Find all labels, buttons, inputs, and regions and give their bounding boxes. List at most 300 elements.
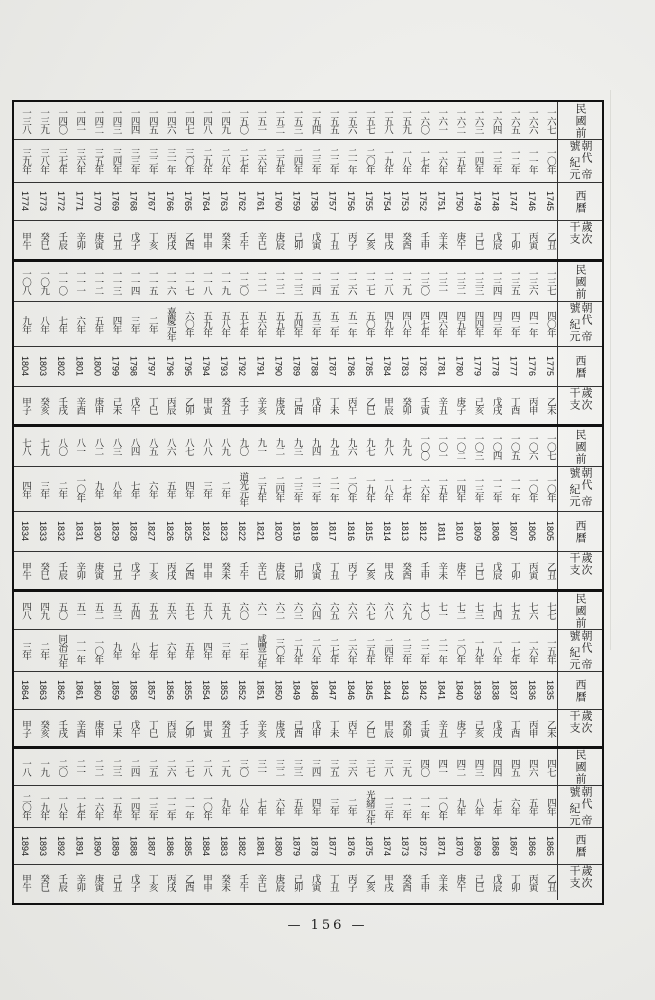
table-cell-roc: 一一九 bbox=[219, 268, 231, 295]
table-cell-roc: 一〇五 bbox=[508, 433, 520, 460]
table-cell-year: 1828 bbox=[128, 521, 139, 542]
table-cell-roc: 一六〇 bbox=[418, 107, 430, 134]
table-cell-year: 1848 bbox=[309, 680, 320, 701]
table-cell-ganzhi: 乙亥 bbox=[363, 874, 375, 891]
row-header-ganzhi: 歲次 干支 bbox=[557, 865, 602, 900]
table-cell-roc: 三五 bbox=[327, 758, 339, 776]
table-cell-roc: 六七 bbox=[363, 602, 375, 619]
table-cell-roc: 一四〇 bbox=[56, 107, 68, 134]
table-cell-reign: 五年 bbox=[164, 480, 176, 498]
table-cell-roc: 一一〇 bbox=[56, 268, 68, 295]
table-cell-reign: 三〇年 bbox=[182, 148, 194, 174]
table-cell-ganzhi: 丁亥 bbox=[146, 562, 158, 579]
table-cell-ganzhi: 己卯 bbox=[291, 562, 303, 579]
table-cell-reign: 四年 bbox=[20, 480, 31, 498]
table-cell-reign: 一七年 bbox=[74, 793, 86, 820]
table-cell-reign: 二年 bbox=[56, 480, 68, 498]
table-cell-ganzhi: 癸卯 bbox=[400, 397, 412, 414]
table-cell-reign: 一四年 bbox=[454, 476, 466, 502]
table-cell-year: 1862 bbox=[56, 680, 67, 701]
table-cell-reign: 三五年 bbox=[92, 148, 104, 174]
table-row-ganzhi bbox=[14, 710, 602, 746]
table-cell-ganzhi: 丁卯 bbox=[508, 231, 520, 249]
table-cell-ganzhi: 乙丑 bbox=[544, 874, 556, 891]
row-header-roc: 民國前 bbox=[557, 749, 602, 785]
table-block bbox=[14, 592, 602, 749]
table-cell-ganzhi: 戊辰 bbox=[490, 231, 502, 249]
table-cell-year: 1853 bbox=[219, 680, 230, 701]
table-cell-ganzhi: 癸酉 bbox=[400, 231, 412, 249]
table-cell-year: 1882 bbox=[237, 835, 248, 857]
table-cell-year: 1835 bbox=[544, 680, 555, 701]
table-cell-reign: 四一年 bbox=[526, 311, 538, 337]
table-cell-reign: 二二年 bbox=[327, 148, 339, 174]
table-cell-reign: 二二年 bbox=[418, 637, 430, 664]
table-cell-reign: 九年 bbox=[20, 315, 31, 333]
table-cell-year: 1837 bbox=[508, 680, 519, 701]
table-cell-ganzhi: 甲子 bbox=[20, 397, 31, 414]
table-cell-reign: 一八年 bbox=[490, 637, 502, 664]
table-cell-roc: 四六 bbox=[526, 758, 538, 776]
table-cell-ganzhi: 癸未 bbox=[219, 562, 231, 579]
table-cell-reign: 六〇年 bbox=[182, 311, 194, 337]
table-cell-reign: 一九年 bbox=[472, 637, 484, 664]
table-cell-year: 1785 bbox=[363, 356, 374, 377]
table-row-reign bbox=[14, 140, 602, 183]
table-cell-year: 1776 bbox=[526, 356, 537, 377]
table-cell-year: 1822 bbox=[237, 521, 248, 542]
table-cell-ganzhi: 乙酉 bbox=[182, 874, 194, 891]
table-cell-ganzhi: 丁亥 bbox=[146, 874, 158, 891]
table-cell-reign: 三一年 bbox=[164, 148, 176, 174]
table-cell-reign: 八年 bbox=[128, 642, 140, 659]
table-cell-roc: 二〇 bbox=[56, 758, 68, 776]
table-row-reign bbox=[14, 786, 602, 828]
table-cell-ganzhi: 壬午 bbox=[237, 874, 249, 891]
table-cell-ganzhi: 己卯 bbox=[291, 874, 303, 891]
row-header-reign: 朝代 帝號 紀元 bbox=[557, 140, 602, 182]
table-cell-year: 1856 bbox=[164, 680, 175, 701]
table-cell-ganzhi: 庚午 bbox=[454, 231, 466, 249]
table-cell-ganzhi: 辛亥 bbox=[255, 719, 267, 737]
table-cell-roc: 八六 bbox=[164, 438, 176, 455]
table-cell-roc: 四五 bbox=[508, 758, 520, 776]
table-cell-reign: 八年 bbox=[237, 798, 249, 815]
table-cell-roc: 三八 bbox=[382, 758, 393, 776]
table-cell-year: 1787 bbox=[327, 356, 338, 377]
table-cell-ganzhi: 戊戌 bbox=[490, 397, 502, 414]
table-cell-roc: 九一 bbox=[255, 438, 267, 455]
table-cell-year: 1764 bbox=[201, 191, 211, 212]
table-cell-reign: 二七年 bbox=[237, 148, 249, 174]
table-cell-roc: 一五六 bbox=[345, 107, 357, 134]
table-cell-year: 1842 bbox=[418, 680, 429, 701]
table-cell-roc: 六二 bbox=[273, 602, 285, 619]
table-cell-roc: 一〇四 bbox=[490, 433, 502, 460]
table-cell-ganzhi: 丁未 bbox=[327, 397, 339, 414]
table-cell-ganzhi: 己卯 bbox=[291, 231, 303, 249]
table-cell-year: 1755 bbox=[363, 191, 374, 212]
table-cell-year: 1767 bbox=[146, 191, 157, 212]
table-cell-roc: 八八 bbox=[201, 438, 212, 455]
table-cell-reign: 光緒元年 bbox=[363, 789, 375, 824]
table-cell-year: 1775 bbox=[544, 356, 555, 377]
table-cell-year: 1788 bbox=[309, 356, 320, 377]
table-row-roc bbox=[14, 102, 602, 140]
table-cell-reign: 七年 bbox=[255, 798, 267, 815]
table-cell-roc: 二九 bbox=[219, 758, 231, 776]
table-cell-year: 1749 bbox=[472, 191, 483, 212]
table-cell-roc: 二六 bbox=[164, 758, 176, 776]
table-cell-ganzhi: 壬戌 bbox=[56, 397, 68, 414]
table-cell-roc: 三〇 bbox=[237, 758, 249, 776]
table-cell-roc: 一二二 bbox=[273, 268, 285, 295]
table-cell-roc: 一一四 bbox=[128, 268, 140, 295]
table-cell-ganzhi: 壬子 bbox=[237, 719, 249, 737]
table-cell-ganzhi: 丁丑 bbox=[327, 874, 339, 891]
table-cell-ganzhi: 壬子 bbox=[237, 397, 249, 414]
table-cell-year: 1815 bbox=[363, 521, 374, 542]
table-cell-roc: 一五九 bbox=[400, 107, 412, 134]
table-row-ganzhi bbox=[14, 221, 602, 259]
table-cell-reign: 一九年 bbox=[382, 148, 393, 174]
table-row-reign bbox=[14, 467, 602, 512]
row-header-year: 西曆 bbox=[557, 347, 602, 386]
calendar-conversion-table bbox=[12, 100, 604, 905]
table-cell-roc: 一三五 bbox=[508, 268, 520, 295]
table-cell-year: 1810 bbox=[454, 521, 465, 542]
table-cell-ganzhi: 己巳 bbox=[472, 562, 484, 579]
table-cell-ganzhi: 壬午 bbox=[237, 562, 249, 579]
table-cell-roc: 八二 bbox=[92, 438, 104, 455]
table-cell-reign: 五八年 bbox=[219, 311, 231, 337]
table-cell-ganzhi: 丁丑 bbox=[327, 562, 339, 579]
table-cell-roc: 一四五 bbox=[146, 107, 158, 134]
table-cell-roc: 一二八 bbox=[382, 268, 393, 295]
table-cell-reign: 二四年 bbox=[291, 148, 303, 174]
table-cell-roc: 一三三 bbox=[472, 268, 484, 295]
table-cell-year: 1752 bbox=[418, 191, 429, 212]
table-cell-roc: 二一 bbox=[74, 758, 86, 776]
table-cell-roc: 一〇七 bbox=[544, 433, 556, 460]
table-cell-year: 1746 bbox=[526, 191, 537, 212]
table-cell-reign: 三年 bbox=[327, 798, 339, 815]
table-cell-reign: 一六年 bbox=[526, 637, 538, 664]
table-cell-roc: 一一三 bbox=[110, 268, 122, 295]
table-cell-roc: 八七 bbox=[182, 438, 194, 455]
table-cell-roc: 一四七 bbox=[182, 107, 194, 134]
table-row-roc bbox=[14, 592, 602, 630]
row-header-reign: 朝代 帝號 紀元 bbox=[557, 467, 602, 511]
table-cell-ganzhi: 甲辰 bbox=[382, 397, 393, 414]
table-cell-roc: 八四 bbox=[128, 438, 140, 455]
table-block bbox=[14, 749, 602, 903]
table-cell-year: 1800 bbox=[92, 356, 103, 377]
table-row-year bbox=[14, 183, 602, 221]
row-header-year: 西曆 bbox=[557, 672, 602, 709]
table-cell-year: 1817 bbox=[327, 521, 338, 542]
table-cell-roc: 一〇三 bbox=[472, 433, 484, 460]
table-cell-year: 1794 bbox=[201, 356, 211, 377]
table-cell-ganzhi: 戊申 bbox=[309, 719, 321, 737]
row-header-reign: 朝代 帝號 紀元 bbox=[557, 786, 602, 827]
table-cell-reign: 二五年 bbox=[255, 476, 267, 502]
table-cell-ganzhi: 甲戌 bbox=[382, 874, 393, 891]
table-cell-ganzhi: 甲寅 bbox=[201, 719, 212, 737]
table-cell-reign: 三三年 bbox=[128, 148, 140, 174]
table-cell-year: 1849 bbox=[291, 680, 302, 701]
table-cell-year: 1803 bbox=[38, 356, 49, 377]
table-cell-year: 1827 bbox=[146, 521, 157, 542]
table-cell-ganzhi: 癸巳 bbox=[38, 231, 50, 249]
table-row-year bbox=[14, 512, 602, 552]
table-cell-reign: 二三年 bbox=[400, 637, 412, 664]
table-cell-reign: 二〇年 bbox=[20, 793, 31, 820]
table-cell-year: 1887 bbox=[146, 835, 157, 857]
table-cell-ganzhi: 庚戌 bbox=[273, 397, 285, 414]
table-cell-reign: 一四年 bbox=[472, 148, 484, 174]
table-cell-roc: 九三 bbox=[291, 438, 303, 455]
table-cell-reign: 四年 bbox=[110, 315, 122, 333]
row-header-roc: 民國前 bbox=[557, 427, 602, 466]
table-cell-year: 1836 bbox=[526, 680, 537, 701]
table-cell-year: 1879 bbox=[291, 835, 302, 857]
table-cell-roc: 一四六 bbox=[164, 107, 176, 134]
table-cell-reign: 咸豐元年 bbox=[255, 633, 267, 668]
table-cell-roc: 七六 bbox=[526, 602, 538, 619]
table-cell-year: 1819 bbox=[291, 521, 302, 542]
table-cell-ganzhi: 壬辰 bbox=[56, 562, 68, 579]
table-cell-reign: 一五年 bbox=[454, 148, 466, 174]
table-cell-ganzhi: 癸丑 bbox=[219, 397, 231, 414]
table-cell-ganzhi: 癸亥 bbox=[38, 397, 50, 414]
table-cell-roc: 七二 bbox=[454, 602, 466, 619]
table-cell-roc: 一〇〇 bbox=[418, 433, 430, 460]
table-cell-ganzhi: 辛酉 bbox=[74, 397, 86, 414]
table-cell-reign: 二四年 bbox=[273, 476, 285, 502]
table-cell-reign: 二一年 bbox=[327, 476, 339, 502]
table-cell-reign: 一八年 bbox=[400, 148, 412, 174]
table-cell-ganzhi: 庚申 bbox=[92, 719, 104, 737]
table-cell-ganzhi: 丁卯 bbox=[508, 874, 520, 891]
table-cell-roc: 一五三 bbox=[291, 107, 303, 134]
table-cell-year: 1847 bbox=[327, 680, 338, 701]
table-cell-year: 1791 bbox=[255, 356, 266, 377]
table-cell-year: 1869 bbox=[472, 835, 483, 857]
table-cell-reign: 一一年 bbox=[508, 476, 520, 502]
table-cell-roc: 六一 bbox=[255, 602, 267, 619]
table-cell-roc: 一二五 bbox=[327, 268, 339, 295]
table-cell-year: 1841 bbox=[436, 680, 447, 701]
table-cell-roc: 一一八 bbox=[201, 268, 212, 295]
table-cell-reign: 一〇年 bbox=[92, 637, 104, 664]
table-cell-ganzhi: 甲申 bbox=[201, 562, 212, 579]
table-cell-reign: 一九年 bbox=[363, 476, 375, 502]
table-cell-year: 1750 bbox=[454, 191, 465, 212]
table-row-roc bbox=[14, 262, 602, 302]
table-cell-ganzhi: 癸酉 bbox=[400, 562, 412, 579]
table-cell-roc: 一五一 bbox=[255, 107, 267, 134]
table-cell-ganzhi: 戊辰 bbox=[490, 874, 502, 891]
table-cell-ganzhi: 乙亥 bbox=[363, 562, 375, 579]
table-cell-ganzhi: 辛酉 bbox=[74, 719, 86, 737]
table-cell-reign: 二六年 bbox=[345, 637, 357, 664]
table-cell-reign: 二五年 bbox=[273, 148, 285, 174]
table-cell-roc: 一六六 bbox=[526, 107, 538, 134]
table-cell-ganzhi: 甲午 bbox=[20, 562, 31, 579]
table-cell-year: 1867 bbox=[508, 835, 519, 857]
table-cell-reign: 七年 bbox=[490, 798, 502, 815]
table-cell-ganzhi: 丙子 bbox=[345, 562, 357, 579]
table-cell-ganzhi: 庚午 bbox=[454, 874, 466, 891]
table-cell-ganzhi: 癸丑 bbox=[219, 719, 231, 737]
table-cell-roc: 一三二 bbox=[454, 268, 466, 295]
row-header-roc: 民國前 bbox=[557, 262, 602, 301]
table-cell-year: 1825 bbox=[182, 521, 193, 542]
table-cell-year: 1760 bbox=[273, 191, 284, 212]
table-cell-roc: 三六 bbox=[345, 758, 357, 776]
table-cell-year: 1820 bbox=[273, 521, 284, 542]
table-cell-year: 1861 bbox=[74, 680, 85, 701]
table-cell-roc: 七〇 bbox=[418, 602, 430, 619]
table-cell-roc: 一二六 bbox=[345, 268, 357, 295]
table-cell-year: 1783 bbox=[400, 356, 411, 377]
table-cell-ganzhi: 乙酉 bbox=[182, 562, 194, 579]
table-cell-year: 1807 bbox=[508, 521, 519, 542]
row-header-year: 西曆 bbox=[557, 183, 602, 220]
table-cell-ganzhi: 丙辰 bbox=[164, 719, 176, 737]
table-cell-year: 1813 bbox=[400, 521, 411, 542]
table-cell-reign: 四〇年 bbox=[544, 311, 556, 337]
table-cell-year: 1802 bbox=[56, 356, 67, 377]
table-cell-reign: 五三年 bbox=[309, 311, 321, 337]
table-cell-reign: 二八年 bbox=[219, 148, 231, 174]
table-cell-roc: 一四八 bbox=[201, 107, 212, 134]
table-cell-reign: 二八年 bbox=[309, 637, 321, 664]
table-cell-ganzhi: 癸亥 bbox=[38, 719, 50, 737]
table-cell-ganzhi: 甲申 bbox=[201, 231, 212, 249]
table-cell-reign: 五一年 bbox=[345, 311, 357, 337]
table-cell-roc: 一一一 bbox=[74, 268, 86, 295]
table-cell-ganzhi: 辛未 bbox=[436, 562, 448, 579]
table-cell-ganzhi: 乙卯 bbox=[182, 719, 194, 737]
table-cell-reign: 二一年 bbox=[345, 148, 357, 174]
table-cell-year: 1821 bbox=[255, 521, 266, 542]
table-cell-roc: 六八 bbox=[382, 602, 393, 619]
table-cell-year: 1829 bbox=[110, 521, 121, 542]
table-cell-year: 1757 bbox=[327, 191, 338, 212]
table-cell-reign: 六年 bbox=[273, 798, 285, 815]
table-cell-ganzhi: 乙丑 bbox=[544, 562, 556, 579]
table-cell-roc: 四七 bbox=[544, 758, 556, 776]
table-cell-ganzhi: 壬午 bbox=[237, 231, 249, 249]
table-cell-year: 1763 bbox=[219, 191, 230, 212]
table-cell-ganzhi: 辛巳 bbox=[255, 874, 267, 891]
table-cell-roc: 五二 bbox=[92, 602, 104, 619]
row-header-year: 西曆 bbox=[557, 512, 602, 551]
table-cell-roc: 二四 bbox=[128, 758, 140, 776]
table-cell-year: 1771 bbox=[74, 191, 85, 212]
table-cell-roc: 一四三 bbox=[110, 107, 122, 134]
table-cell-reign: 八年 bbox=[472, 798, 484, 815]
table-cell-roc: 八五 bbox=[146, 438, 158, 455]
table-cell-ganzhi: 辛未 bbox=[436, 874, 448, 891]
table-cell-year: 1859 bbox=[110, 680, 121, 701]
table-cell-ganzhi: 癸巳 bbox=[38, 562, 50, 579]
table-cell-roc: 二七 bbox=[182, 758, 194, 776]
table-cell-roc: 四二 bbox=[454, 758, 466, 776]
table-cell-roc: 四四 bbox=[490, 758, 502, 776]
table-cell-roc: 一四九 bbox=[219, 107, 231, 134]
table-cell-year: 1863 bbox=[38, 680, 49, 701]
table-cell-reign: 四二年 bbox=[508, 311, 520, 337]
table-cell-reign: 二七年 bbox=[327, 637, 339, 664]
row-header-roc: 民國前 bbox=[557, 102, 602, 139]
table-cell-year: 1876 bbox=[345, 835, 356, 857]
table-cell-year: 1796 bbox=[164, 356, 175, 377]
table-cell-ganzhi: 乙巳 bbox=[363, 397, 375, 414]
table-cell-year: 1799 bbox=[110, 356, 121, 377]
table-cell-year: 1870 bbox=[454, 835, 465, 857]
table-cell-year: 1814 bbox=[382, 521, 392, 542]
table-cell-roc: 七七 bbox=[544, 602, 556, 619]
table-cell-reign: 二二年 bbox=[309, 476, 321, 502]
table-cell-year: 1857 bbox=[146, 680, 157, 701]
table-cell-ganzhi: 壬寅 bbox=[418, 719, 430, 737]
table-cell-roc: 一三六 bbox=[526, 268, 538, 295]
table-cell-year: 1838 bbox=[490, 680, 501, 701]
table-cell-roc: 三七 bbox=[363, 758, 375, 776]
table-cell-reign: 二四年 bbox=[382, 637, 393, 664]
table-cell-ganzhi: 壬申 bbox=[418, 562, 430, 579]
table-cell-reign: 一五年 bbox=[110, 793, 122, 820]
table-cell-year: 1834 bbox=[20, 521, 30, 542]
table-cell-reign: 三年 bbox=[38, 480, 50, 498]
table-cell-year: 1762 bbox=[237, 191, 248, 212]
table-cell-reign: 三六年 bbox=[74, 148, 86, 174]
table-cell-reign: 一三年 bbox=[146, 793, 158, 820]
table-cell-year: 1745 bbox=[544, 191, 555, 212]
table-cell-year: 1797 bbox=[146, 356, 157, 377]
table-cell-roc: 三二 bbox=[273, 758, 285, 776]
table-cell-roc: 一二一 bbox=[255, 268, 267, 295]
table-cell-reign: 五〇年 bbox=[363, 311, 375, 337]
table-cell-year: 1840 bbox=[454, 680, 465, 701]
table-cell-reign: 七年 bbox=[128, 480, 140, 498]
table-cell-roc: 一〇二 bbox=[454, 433, 466, 460]
table-cell-ganzhi: 己丑 bbox=[110, 874, 122, 891]
table-cell-ganzhi: 戊午 bbox=[128, 719, 140, 737]
table-cell-roc: 三一 bbox=[255, 758, 267, 776]
table-cell-ganzhi: 丁巳 bbox=[146, 719, 158, 737]
table-cell-ganzhi: 己酉 bbox=[291, 719, 303, 737]
table-cell-ganzhi: 己未 bbox=[110, 719, 122, 737]
table-cell-year: 1832 bbox=[56, 521, 67, 542]
table-cell-ganzhi: 丙申 bbox=[526, 719, 538, 737]
table-cell-year: 1786 bbox=[345, 356, 356, 377]
table-cell-reign: 一二年 bbox=[164, 793, 176, 820]
table-cell-reign: 一〇年 bbox=[201, 793, 212, 820]
table-cell-reign: 三七年 bbox=[56, 148, 68, 174]
table-cell-roc: 一三七 bbox=[544, 268, 556, 295]
table-cell-reign: 二三年 bbox=[291, 476, 303, 502]
table-cell-reign: 三二年 bbox=[146, 148, 158, 174]
table-cell-ganzhi: 丁卯 bbox=[508, 562, 520, 579]
table-cell-roc: 四一 bbox=[436, 758, 448, 776]
table-cell-ganzhi: 辛未 bbox=[436, 231, 448, 249]
table-cell-year: 1759 bbox=[291, 191, 302, 212]
table-cell-reign: 六年 bbox=[146, 480, 158, 498]
